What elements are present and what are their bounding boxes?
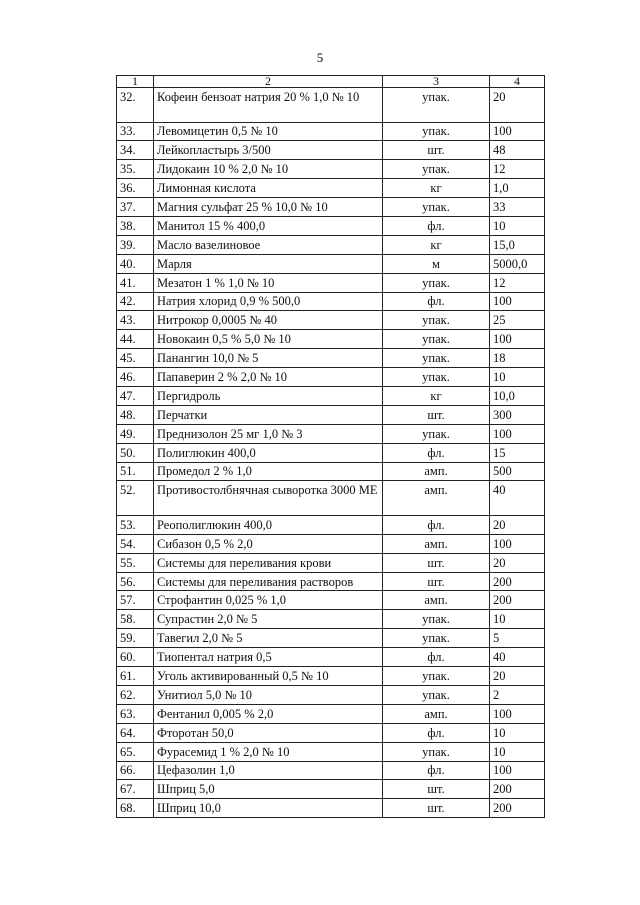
row-unit: амп. xyxy=(383,591,490,610)
row-quantity: 20 xyxy=(490,667,545,686)
row-unit: кг xyxy=(383,179,490,198)
table-row xyxy=(117,216,545,235)
row-name: Марля xyxy=(154,254,383,273)
page-number: 5 xyxy=(316,50,324,65)
row-number: 54. xyxy=(117,534,154,553)
row-name: Мезатон 1 % 1,0 № 10 xyxy=(154,273,383,292)
row-name: Лимонная кислота xyxy=(154,179,383,198)
row-name: Промедол 2 % 1,0 xyxy=(154,462,383,481)
row-quantity: 20 xyxy=(490,553,545,572)
row-number: 41. xyxy=(117,273,154,292)
row-name: Натрия хлорид 0,9 % 500,0 xyxy=(154,292,383,311)
row-quantity: 20 xyxy=(490,88,545,123)
row-unit: кг xyxy=(383,235,490,254)
table-row xyxy=(117,515,545,534)
table-row xyxy=(117,254,545,273)
row-number: 38. xyxy=(117,216,154,235)
header-col-4: 4 xyxy=(490,76,545,88)
row-number: 61. xyxy=(117,667,154,686)
row-unit: шт. xyxy=(383,799,490,818)
row-quantity: 500 xyxy=(490,462,545,481)
row-unit: упак. xyxy=(383,88,490,123)
row-number: 57. xyxy=(117,591,154,610)
row-unit: упак. xyxy=(383,330,490,349)
row-name: Сибазон 0,5 % 2,0 xyxy=(154,534,383,553)
table-row xyxy=(117,704,545,723)
table-row xyxy=(117,761,545,780)
row-name: Реополиглюкин 400,0 xyxy=(154,515,383,534)
header-col-2: 2 xyxy=(154,76,383,88)
table-row xyxy=(117,198,545,217)
row-unit: упак. xyxy=(383,685,490,704)
row-name: Панангин 10,0 № 5 xyxy=(154,349,383,368)
row-quantity: 10 xyxy=(490,610,545,629)
row-name: Нитрокор 0,0005 № 40 xyxy=(154,311,383,330)
row-number: 50. xyxy=(117,443,154,462)
row-unit: упак. xyxy=(383,424,490,443)
row-unit: фл. xyxy=(383,515,490,534)
row-quantity: 12 xyxy=(490,273,545,292)
row-name: Фурасемид 1 % 2,0 № 10 xyxy=(154,742,383,761)
row-unit: фл. xyxy=(383,761,490,780)
row-name: Полиглюкин 400,0 xyxy=(154,443,383,462)
table-row xyxy=(117,424,545,443)
row-number: 33. xyxy=(117,122,154,141)
row-quantity: 25 xyxy=(490,311,545,330)
row-number: 49. xyxy=(117,424,154,443)
row-number: 62. xyxy=(117,685,154,704)
row-unit: м xyxy=(383,254,490,273)
row-number: 58. xyxy=(117,610,154,629)
header-col-1: 1 xyxy=(117,76,154,88)
table-row xyxy=(117,553,545,572)
row-name: Тавегил 2,0 № 5 xyxy=(154,629,383,648)
table-row xyxy=(117,122,545,141)
row-number: 52. xyxy=(117,481,154,516)
row-quantity: 5000,0 xyxy=(490,254,545,273)
row-unit: фл. xyxy=(383,292,490,311)
row-quantity: 18 xyxy=(490,349,545,368)
row-number: 51. xyxy=(117,462,154,481)
row-unit: упак. xyxy=(383,273,490,292)
row-number: 32. xyxy=(117,88,154,123)
table-row xyxy=(117,534,545,553)
row-quantity: 10,0 xyxy=(490,386,545,405)
row-number: 55. xyxy=(117,553,154,572)
table-body xyxy=(117,76,545,818)
row-name: Шприц 10,0 xyxy=(154,799,383,818)
row-number: 66. xyxy=(117,761,154,780)
row-number: 56. xyxy=(117,572,154,591)
table-row xyxy=(117,292,545,311)
row-name: Цефазолин 1,0 xyxy=(154,761,383,780)
row-name: Унитиол 5,0 № 10 xyxy=(154,685,383,704)
row-unit: упак. xyxy=(383,742,490,761)
table-row xyxy=(117,629,545,648)
row-unit: упак. xyxy=(383,349,490,368)
row-number: 44. xyxy=(117,330,154,349)
row-number: 37. xyxy=(117,198,154,217)
row-number: 48. xyxy=(117,405,154,424)
table-row xyxy=(117,462,545,481)
row-quantity: 15,0 xyxy=(490,235,545,254)
row-number: 34. xyxy=(117,141,154,160)
row-number: 60. xyxy=(117,648,154,667)
table-row xyxy=(117,780,545,799)
row-name: Перчатки xyxy=(154,405,383,424)
table-row xyxy=(117,648,545,667)
header-col-3: 3 xyxy=(383,76,490,88)
row-name: Фентанил 0,005 % 2,0 xyxy=(154,704,383,723)
table-row xyxy=(117,160,545,179)
table-row xyxy=(117,273,545,292)
row-unit: упак. xyxy=(383,629,490,648)
table-row xyxy=(117,405,545,424)
row-number: 67. xyxy=(117,780,154,799)
row-number: 64. xyxy=(117,723,154,742)
row-unit: упак. xyxy=(383,311,490,330)
row-quantity: 100 xyxy=(490,534,545,553)
table-row xyxy=(117,386,545,405)
row-name: Масло вазелиновое xyxy=(154,235,383,254)
row-number: 53. xyxy=(117,515,154,534)
row-quantity: 100 xyxy=(490,424,545,443)
row-number: 39. xyxy=(117,235,154,254)
row-quantity: 200 xyxy=(490,591,545,610)
table-row xyxy=(117,610,545,629)
table-row xyxy=(117,799,545,818)
row-name: Новокаин 0,5 % 5,0 № 10 xyxy=(154,330,383,349)
row-unit: шт. xyxy=(383,553,490,572)
row-quantity: 5 xyxy=(490,629,545,648)
row-name: Лейкопластырь 3/500 xyxy=(154,141,383,160)
row-quantity: 33 xyxy=(490,198,545,217)
row-number: 63. xyxy=(117,704,154,723)
row-unit: шт. xyxy=(383,405,490,424)
row-quantity: 48 xyxy=(490,141,545,160)
row-unit: амп. xyxy=(383,534,490,553)
row-name: Строфантин 0,025 % 1,0 xyxy=(154,591,383,610)
table-row xyxy=(117,141,545,160)
row-name: Фторотан 50,0 xyxy=(154,723,383,742)
row-quantity: 100 xyxy=(490,330,545,349)
table-row xyxy=(117,330,545,349)
row-name: Тиопентал натрия 0,5 xyxy=(154,648,383,667)
row-name: Лидокаин 10 % 2,0 № 10 xyxy=(154,160,383,179)
row-quantity: 20 xyxy=(490,515,545,534)
row-quantity: 100 xyxy=(490,761,545,780)
row-unit: амп. xyxy=(383,704,490,723)
row-unit: амп. xyxy=(383,481,490,516)
row-unit: упак. xyxy=(383,667,490,686)
row-number: 47. xyxy=(117,386,154,405)
row-number: 40. xyxy=(117,254,154,273)
row-name: Уголь активированный 0,5 № 10 xyxy=(154,667,383,686)
row-quantity: 10 xyxy=(490,216,545,235)
row-name: Папаверин 2 % 2,0 № 10 xyxy=(154,368,383,387)
row-name: Супрастин 2,0 № 5 xyxy=(154,610,383,629)
row-quantity: 200 xyxy=(490,799,545,818)
row-unit: упак. xyxy=(383,368,490,387)
row-name: Противостолбнячная сыворотка 3000 МЕ xyxy=(154,481,383,516)
row-name: Пергидроль xyxy=(154,386,383,405)
row-name: Магния сульфат 25 % 10,0 № 10 xyxy=(154,198,383,217)
row-number: 45. xyxy=(117,349,154,368)
row-unit: упак. xyxy=(383,160,490,179)
table-row xyxy=(117,368,545,387)
row-unit: кг xyxy=(383,386,490,405)
row-name: Кофеин бензоат натрия 20 % 1,0 № 10 xyxy=(154,88,383,123)
table-row xyxy=(117,667,545,686)
row-unit: фл. xyxy=(383,443,490,462)
row-name: Шприц 5,0 xyxy=(154,780,383,799)
table-row xyxy=(117,443,545,462)
row-unit: амп. xyxy=(383,462,490,481)
table-row xyxy=(117,481,545,516)
table-row xyxy=(117,179,545,198)
row-number: 68. xyxy=(117,799,154,818)
row-quantity: 10 xyxy=(490,368,545,387)
row-unit: фл. xyxy=(383,648,490,667)
table-row xyxy=(117,235,545,254)
row-quantity: 40 xyxy=(490,481,545,516)
table-row xyxy=(117,88,545,123)
row-name: Системы для переливания крови xyxy=(154,553,383,572)
row-quantity: 10 xyxy=(490,723,545,742)
row-number: 35. xyxy=(117,160,154,179)
row-unit: фл. xyxy=(383,216,490,235)
table-row xyxy=(117,723,545,742)
row-quantity: 40 xyxy=(490,648,545,667)
row-unit: шт. xyxy=(383,780,490,799)
row-unit: упак. xyxy=(383,198,490,217)
row-name: Левомицетин 0,5 № 10 xyxy=(154,122,383,141)
row-number: 42. xyxy=(117,292,154,311)
row-name: Преднизолон 25 мг 1,0 № 3 xyxy=(154,424,383,443)
row-quantity: 300 xyxy=(490,405,545,424)
table-header-row xyxy=(117,76,545,88)
table-row xyxy=(117,311,545,330)
row-number: 36. xyxy=(117,179,154,198)
table-row xyxy=(117,349,545,368)
row-name: Системы для переливания растворов xyxy=(154,572,383,591)
row-number: 43. xyxy=(117,311,154,330)
row-quantity: 1,0 xyxy=(490,179,545,198)
row-unit: упак. xyxy=(383,122,490,141)
table-row xyxy=(117,572,545,591)
row-quantity: 200 xyxy=(490,572,545,591)
row-unit: фл. xyxy=(383,723,490,742)
table-row xyxy=(117,591,545,610)
row-quantity: 12 xyxy=(490,160,545,179)
row-unit: шт. xyxy=(383,141,490,160)
row-unit: упак. xyxy=(383,610,490,629)
table-row xyxy=(117,685,545,704)
row-number: 65. xyxy=(117,742,154,761)
row-quantity: 15 xyxy=(490,443,545,462)
row-quantity: 200 xyxy=(490,780,545,799)
supplies-table xyxy=(116,75,545,818)
table-row xyxy=(117,742,545,761)
row-quantity: 100 xyxy=(490,292,545,311)
row-number: 59. xyxy=(117,629,154,648)
row-quantity: 10 xyxy=(490,742,545,761)
row-number: 46. xyxy=(117,368,154,387)
row-unit: шт. xyxy=(383,572,490,591)
row-quantity: 100 xyxy=(490,704,545,723)
row-quantity: 2 xyxy=(490,685,545,704)
row-name: Манитол 15 % 400,0 xyxy=(154,216,383,235)
row-quantity: 100 xyxy=(490,122,545,141)
